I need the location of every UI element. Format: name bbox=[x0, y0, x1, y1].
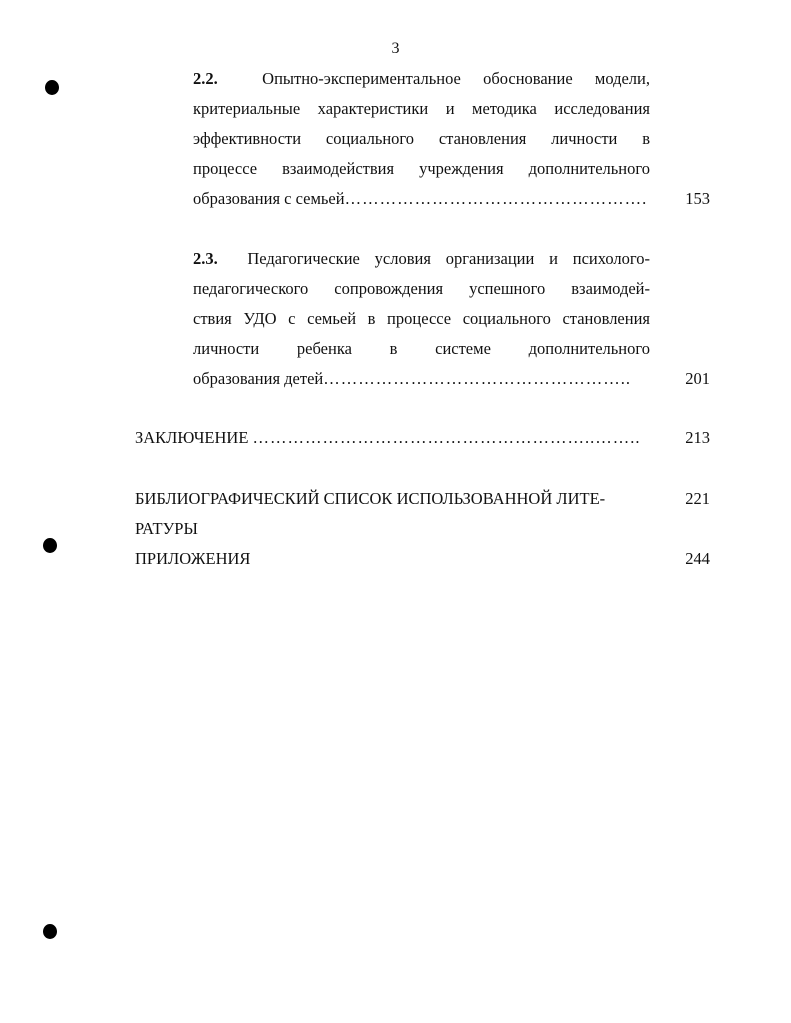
toc-entry-bibliography-line-1: БИБЛИОГРАФИЧЕСКИЙ СПИСОК ИСПОЛЬЗОВАННОЙ ЛИТЕ- bbox=[135, 489, 606, 508]
toc-entry-2-2-line-4: процессе взаимодействия учреждения дополнительного bbox=[193, 159, 650, 178]
toc-entry-2-2-line-2: критериальные характеристики и методика исследования bbox=[193, 99, 650, 118]
toc-entry-2-3-number: 2.3. bbox=[193, 249, 218, 268]
toc-entry-2-2-line-1: 2.2. Опытно-экспериментальное обоснование модели, bbox=[193, 69, 651, 88]
toc-entry-appendices-title: ПРИЛОЖЕНИЯ bbox=[135, 549, 251, 568]
toc-entry-2-3-line-1: 2.3. Педагогические условия организации и психолого- bbox=[193, 249, 650, 268]
toc-entry-2-3-line-5: образования детей…………………………………………….. bbox=[193, 369, 631, 388]
dot-leader: ……………………………………………. bbox=[344, 189, 648, 208]
toc-entry-2-3-line-2: педагогического сопровождения успешного взаимодей- bbox=[193, 279, 650, 298]
toc-entry-2-3-line-3: ствия УДО с семьей в процессе социального становления bbox=[193, 309, 650, 328]
toc-entry-2-3-page: 201 bbox=[685, 369, 710, 388]
punch-hole-top bbox=[45, 80, 59, 95]
toc-entry-2-2-page: 153 bbox=[685, 189, 710, 208]
punch-hole-bottom bbox=[43, 924, 57, 939]
toc-entry-2-2-line-5: образования с семьей……………………………………………. bbox=[193, 189, 648, 208]
toc-entry-bibliography-line-2: РАТУРЫ bbox=[135, 519, 198, 538]
punch-hole-middle bbox=[43, 538, 57, 553]
page-number: 3 bbox=[391, 40, 400, 57]
toc-entry-bibliography-page: 221 bbox=[685, 489, 710, 508]
toc-entry-appendices-page: 244 bbox=[685, 549, 710, 568]
toc-entry-conclusion-title: ЗАКЛЮЧЕНИЕ …………………………………………………..…….. bbox=[135, 428, 641, 447]
toc-entry-2-2-number: 2.2. bbox=[193, 69, 218, 88]
toc-entry-2-3-line-4: личности ребенка в системе дополнительного bbox=[193, 339, 650, 358]
dot-leader: …………………………………………….. bbox=[323, 369, 631, 388]
dot-leader: …………………………………………………..…….. bbox=[252, 428, 641, 447]
toc-entry-2-2-line-3: эффективности социального становления личности в bbox=[193, 129, 650, 148]
toc-entry-conclusion-page: 213 bbox=[685, 428, 710, 447]
